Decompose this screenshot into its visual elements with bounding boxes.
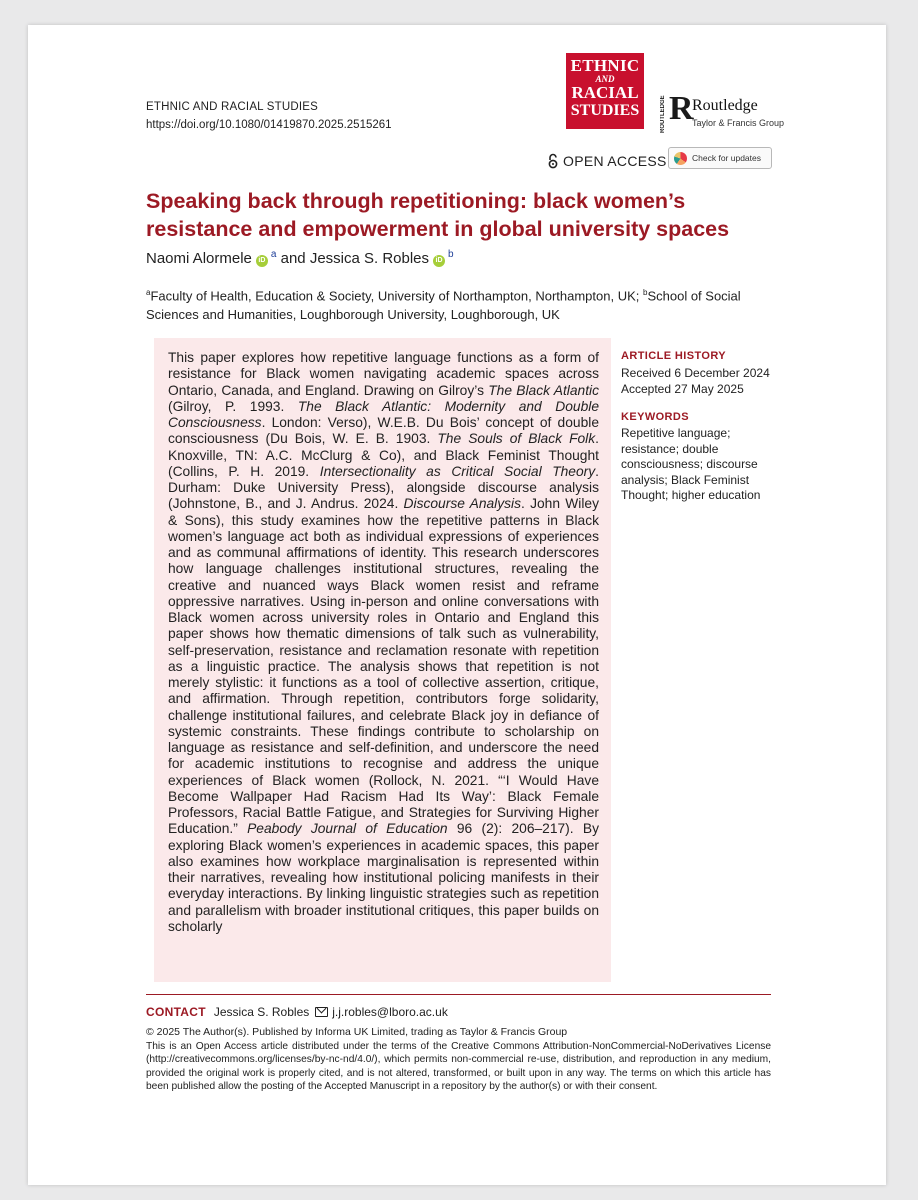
open-access-label: OPEN ACCESS [563, 153, 667, 169]
orcid-icon[interactable]: iD [433, 255, 445, 267]
contact-line [146, 1005, 448, 1019]
abstract-citation: The Black Atlantic [488, 382, 599, 398]
abstract-text: . Knoxville, TN: A.C. McClurg & Co), and Black Feminist Thought (Collins, P. H. 2019. [168, 431, 599, 479]
author-name[interactable]: Naomi Alormele [146, 250, 252, 267]
affiliation-marker: a [146, 288, 151, 297]
keywords-list: Repetitive language; resistance; double consciousness; discourse analysis; Black Feminist Thought; higher education [621, 426, 761, 502]
affiliation-marker: b [643, 288, 648, 297]
article-history-heading: ARTICLE HISTORY [621, 350, 727, 362]
abstract-citation: The Souls of Black Folk [437, 431, 596, 447]
affiliation-marker: a [270, 249, 277, 260]
affiliation-b: School of Social Sciences and Humanities, Loughborough University, Loughborough, UK [146, 288, 741, 323]
abstract-text: . Durham: Duke University Press), alongside discourse analysis (Johnstone, B., and J. Andrus. 2024. [168, 463, 599, 512]
abstract-citation: Intersectionality as Critical Social Theory [319, 463, 596, 479]
logo-line-4: STUDIES [570, 102, 640, 119]
abstract-text: . London: Verso), W.E.B. Du Bois’ concept of double consciousness (Du Bois, W. E. B. 1903. [168, 415, 599, 447]
contact-email-link[interactable]: j.j.robles@lboro.ac.uk [332, 1005, 448, 1019]
email-icon [315, 1007, 328, 1017]
routledge-logo-icon: R [669, 90, 694, 127]
affiliations [146, 283, 796, 324]
affiliation-a: Faculty of Health, Education & Society, University of Northampton, Northampton, UK; [150, 288, 643, 304]
routledge-side-text: ROUTLEDGE [660, 95, 666, 133]
contact-label: CONTACT [146, 1005, 206, 1019]
abstract-citation: Discourse Analysis [403, 496, 521, 512]
abstract-text: (Gilroy, P. 1993. [168, 398, 298, 414]
contact-name: Jessica S. Robles [213, 1005, 310, 1019]
abstract-text: . John Wiley & Sons), this study examines how the repetitive patterns in Black women’s language act both as individual expressions of experiences and as communal affirmations of identity. This research underscores how language challenges institutional structures, revealing the creative and nuanced ways Black women resist and reframe oppressive narratives. Using in-person and online conversations with Black women across university roles in Ontario and England this paper shows how thematic dimensions of talk such as vulnerability, self-preservation, resistance and reclamation resonate with repetition as a linguistic practice. The analysis shows that repetition is not merely stylistic: it functions as a tool of collective assertion, critique, and affirmation. Through repetition, contributors forge solidarity, challenge institutional failures, and celebrate Black joy in defiance of systemic constraints. These findings contribute to scholarship on language as resistance and self-definition, and underscore the need for academic institutions to recognise and address the unique experiences of Black women (Rollock, N. 2021. “‘I Would Have Become Wallpaper Had Racism Had Its Way’: Black Female Professors, Racial Battle Fatigue, and Strategies for Surviving Higher Education.” [168, 496, 599, 837]
keywords-heading: KEYWORDS [621, 411, 689, 423]
publisher-group: Taylor & Francis Group [692, 118, 785, 128]
author-list [146, 249, 454, 267]
crossmark-icon [674, 152, 687, 165]
doi-link[interactable]: https://doi.org/10.1080/01419870.2025.2515261 [146, 119, 392, 131]
abstract-citation: Peabody Journal of Education [247, 821, 448, 837]
abstract-text: This paper explores how repetitive language functions as a form of resistance for Black women navigating academic spaces across Ontario, Canada, and England. Drawing on Gilroy’s [168, 350, 599, 398]
orcid-icon[interactable]: iD [256, 255, 268, 267]
received-date: Received 6 December 2024 [621, 366, 770, 380]
abstract-box [154, 338, 611, 982]
check-for-updates-label: Check for updates [692, 153, 761, 163]
copyright-notice: © 2025 The Author(s). Published by Informa UK Limited, trading as Taylor & Francis Group [146, 1026, 568, 1038]
journal-logo [566, 53, 644, 129]
article-page [28, 25, 886, 1185]
affiliation-marker: b [448, 249, 454, 260]
authors-conjunction: and [280, 250, 306, 267]
check-for-updates-button[interactable] [668, 147, 772, 169]
logo-line-3: RACIAL [571, 83, 639, 102]
logo-line-1: ETHNIC [570, 56, 640, 75]
logo-line-2: AND [595, 74, 615, 84]
article-title: Speaking back through repetitioning: black women’s resistance and empowerment in global university spaces [146, 189, 730, 241]
open-lock-icon [547, 153, 559, 169]
footer-divider [146, 994, 771, 995]
author-name[interactable]: Jessica S. Robles [309, 250, 430, 267]
accepted-date: Accepted 27 May 2025 [621, 382, 744, 396]
abstract-citation: The Black Atlantic: Modernity and Double Consciousness [168, 398, 599, 430]
publisher-name: Routledge [692, 97, 758, 114]
journal-name: ETHNIC AND RACIAL STUDIES [146, 101, 318, 113]
license-notice: This is an Open Access article distributed under the terms of the Creative Commons Attribution-NonCommercial-NoDerivatives License (http://creativecommons.org/licenses/by-nc-nd/4.0/), which permits non-commercial re-use, distribution, and reproduction in any medium, provided the original work is properly cited, and is not altered, transformed, or built upon in any way. The terms on which this article has been published allow the posting of the Accepted Manuscript in a repository by the author(s) or with their consent. [146, 1041, 771, 1093]
abstract-text: 96 (2): 206–217). By exploring Black women’s experiences in academic spaces, this paper also examines how workplace marginalisation is represented within their narratives, revealing how institutional policing manifests in their everyday interactions. By linking linguistic strategies such as repetition and parallelism with broader institutional critiques, this paper builds on scholarly [168, 821, 599, 934]
